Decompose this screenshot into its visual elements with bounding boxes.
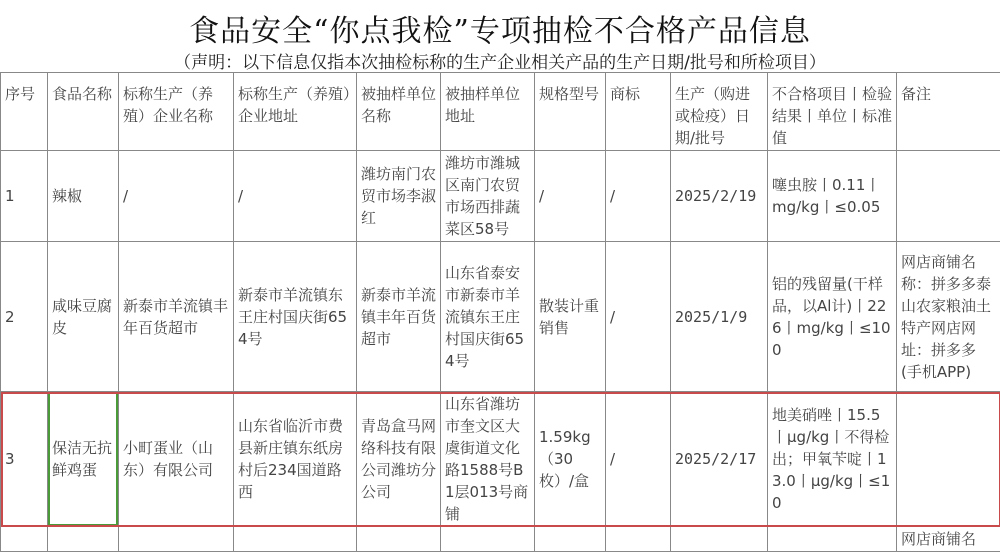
results-table: [0, 72, 1000, 552]
table-cell: 山东省潍坊市奎文区大虞街道文化路1588号B1层013号商铺: [441, 392, 535, 527]
table-cell: 2025/2/19: [671, 151, 768, 242]
table-cell: 新泰市羊流镇东王庄村国庆街654号: [234, 242, 357, 392]
table-cell: 2025/1/9: [671, 242, 768, 392]
page-title: 食品安全“你点我检”专项抽检不合格产品信息: [0, 6, 1000, 50]
table-cell: [768, 527, 897, 552]
header-cell: 不合格项目丨检验结果丨单位丨标准值: [768, 73, 897, 151]
table-row: [1, 151, 1000, 242]
table-cell: [671, 527, 768, 552]
table-cell: 2025/2/17: [671, 392, 768, 527]
table-cell-highlighted: 保洁无抗鲜鸡蛋: [48, 392, 119, 527]
table-cell: 地美硝唑丨15.5丨μg/kg丨不得检出；甲氧苄啶丨13.0丨μg/kg丨≤10: [768, 392, 897, 527]
table-cell: 潍坊市潍城区南门农贸市场西排蔬菜区58号: [441, 151, 535, 242]
table-cell: 山东省临沂市费县新庄镇东纸房村后234国道路西: [234, 392, 357, 527]
table-cell: 铝的残留量(干样品，以Al计)丨226丨mg/kg丨≤100: [768, 242, 897, 392]
header-cell: 备注: [897, 73, 1000, 151]
table-row-highlighted: [1, 392, 1000, 527]
table-cell: 潍坊南门农贸市场李淑红: [357, 151, 441, 242]
table-row: [1, 527, 1000, 552]
table-cell: [897, 151, 1000, 242]
header-cell: 商标: [606, 73, 671, 151]
header-cell: 标称生产（养殖）企业地址: [234, 73, 357, 151]
table-cell: 2: [1, 242, 48, 392]
table-cell: [441, 527, 535, 552]
page-subtitle: （声明：以下信息仅指本次抽检标称的生产企业相关产品的生产日期/批号和所检项目）: [0, 48, 1000, 73]
header-cell: 被抽样单位名称: [357, 73, 441, 151]
table-cell: [535, 527, 606, 552]
table-cell: 3: [1, 392, 48, 527]
table-cell: /: [119, 151, 234, 242]
table-cell: [897, 392, 1000, 527]
header-cell: 标称生产（养殖）企业名称: [119, 73, 234, 151]
table-cell: 小町蛋业（山东）有限公司: [119, 392, 234, 527]
table-cell: 1: [1, 151, 48, 242]
table-cell: 噻虫胺丨0.11丨mg/kg丨≤0.05: [768, 151, 897, 242]
header-cell: 食品名称: [48, 73, 119, 151]
header-cell: 序号: [1, 73, 48, 151]
table-cell: 新泰市羊流镇丰年百货超市: [119, 242, 234, 392]
table-cell: 1.59kg（30枚）/盒: [535, 392, 606, 527]
table-cell: [1, 527, 48, 552]
table-cell: 青岛盒马网络科技有限公司潍坊分公司: [357, 392, 441, 527]
table-cell: /: [234, 151, 357, 242]
table-cell: 辣椒: [48, 151, 119, 242]
header-cell: 规格型号: [535, 73, 606, 151]
table-cell: /: [606, 151, 671, 242]
table-cell: 网店商铺名称：拼多多泰山农家粮油土特产网店网址：拼多多(手机APP): [897, 242, 1000, 392]
table-cell: [119, 527, 234, 552]
table-cell: [357, 527, 441, 552]
table-cell: /: [606, 392, 671, 527]
table-header-row: [1, 73, 1000, 151]
table-cell: 网店商铺名: [897, 527, 1000, 552]
table-cell: /: [535, 151, 606, 242]
table-cell: [48, 527, 119, 552]
table-row: [1, 242, 1000, 392]
table-cell: [234, 527, 357, 552]
table-cell: 咸味豆腐皮: [48, 242, 119, 392]
header-cell: 生产（购进或检疫）日期/批号: [671, 73, 768, 151]
header-cell: 被抽样单位地址: [441, 73, 535, 151]
table-cell: /: [606, 242, 671, 392]
table-cell: 山东省泰安市新泰市羊流镇东王庄村国庆街654号: [441, 242, 535, 392]
table-cell: 新泰市羊流镇丰年百货超市: [357, 242, 441, 392]
table-cell: [606, 527, 671, 552]
table-cell: 散装计重销售: [535, 242, 606, 392]
